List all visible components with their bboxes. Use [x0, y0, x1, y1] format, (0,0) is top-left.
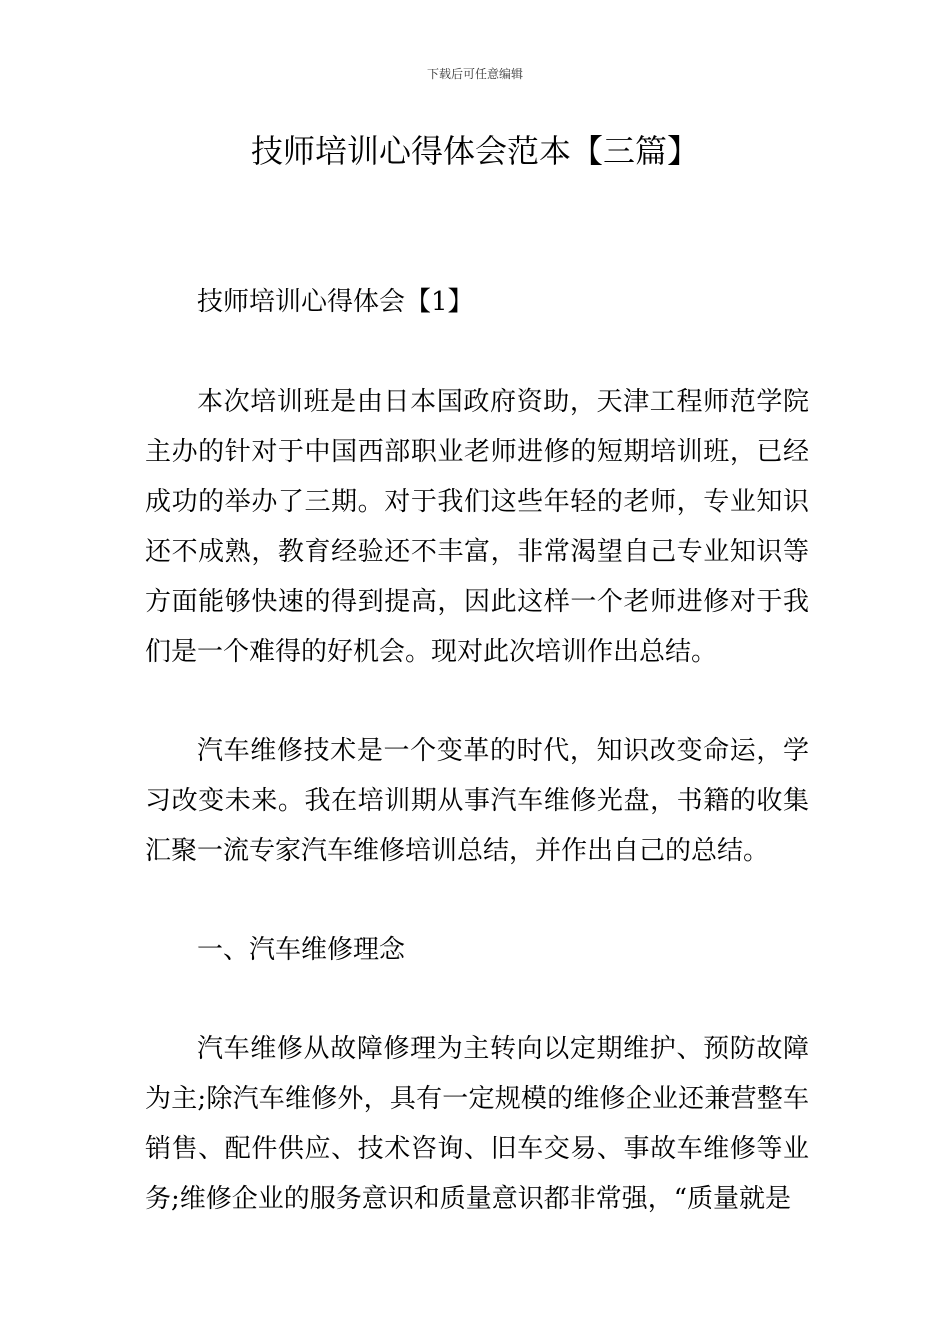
paragraph-3: 汽车维修从故障修理为主转向以定期维护、预防故障为主;除汽车维修外，具有一定规模的维修企业还兼营整车销售、配件供应、技术咨询、旧车交易、事故车维修等业务;维修企业的服务意识和质量意识都非常强，“质量就是	[145, 1034, 809, 1214]
subheading-1: 一、汽车维修理念	[197, 935, 406, 965]
paragraph-2: 汽车维修技术是一个变革的时代，知识改变命运，学习改变未来。我在培训期从事汽车维修光盘，书籍的收集汇聚一流专家汽车维修培训总结，并作出自己的总结。	[145, 736, 809, 866]
paragraph-1: 本次培训班是由日本国政府资助，天津工程师范学院主办的针对于中国西部职业老师进修的短期培训班，已经成功的举办了三期。对于我们这些年轻的老师，专业知识还不成熟，教育经验还不丰富，非常渴望自己专业知识等方面能够快速的得到提高，因此这样一个老师进修对于我们是一个难得的好机会。现对此次培训作出总结。	[145, 387, 809, 667]
header-note: 下载后可任意编辑	[426, 67, 523, 81]
section-heading: 技师培训心得体会【1】	[197, 287, 474, 317]
document-title: 技师培训心得体会范本【三篇】	[250, 132, 699, 170]
